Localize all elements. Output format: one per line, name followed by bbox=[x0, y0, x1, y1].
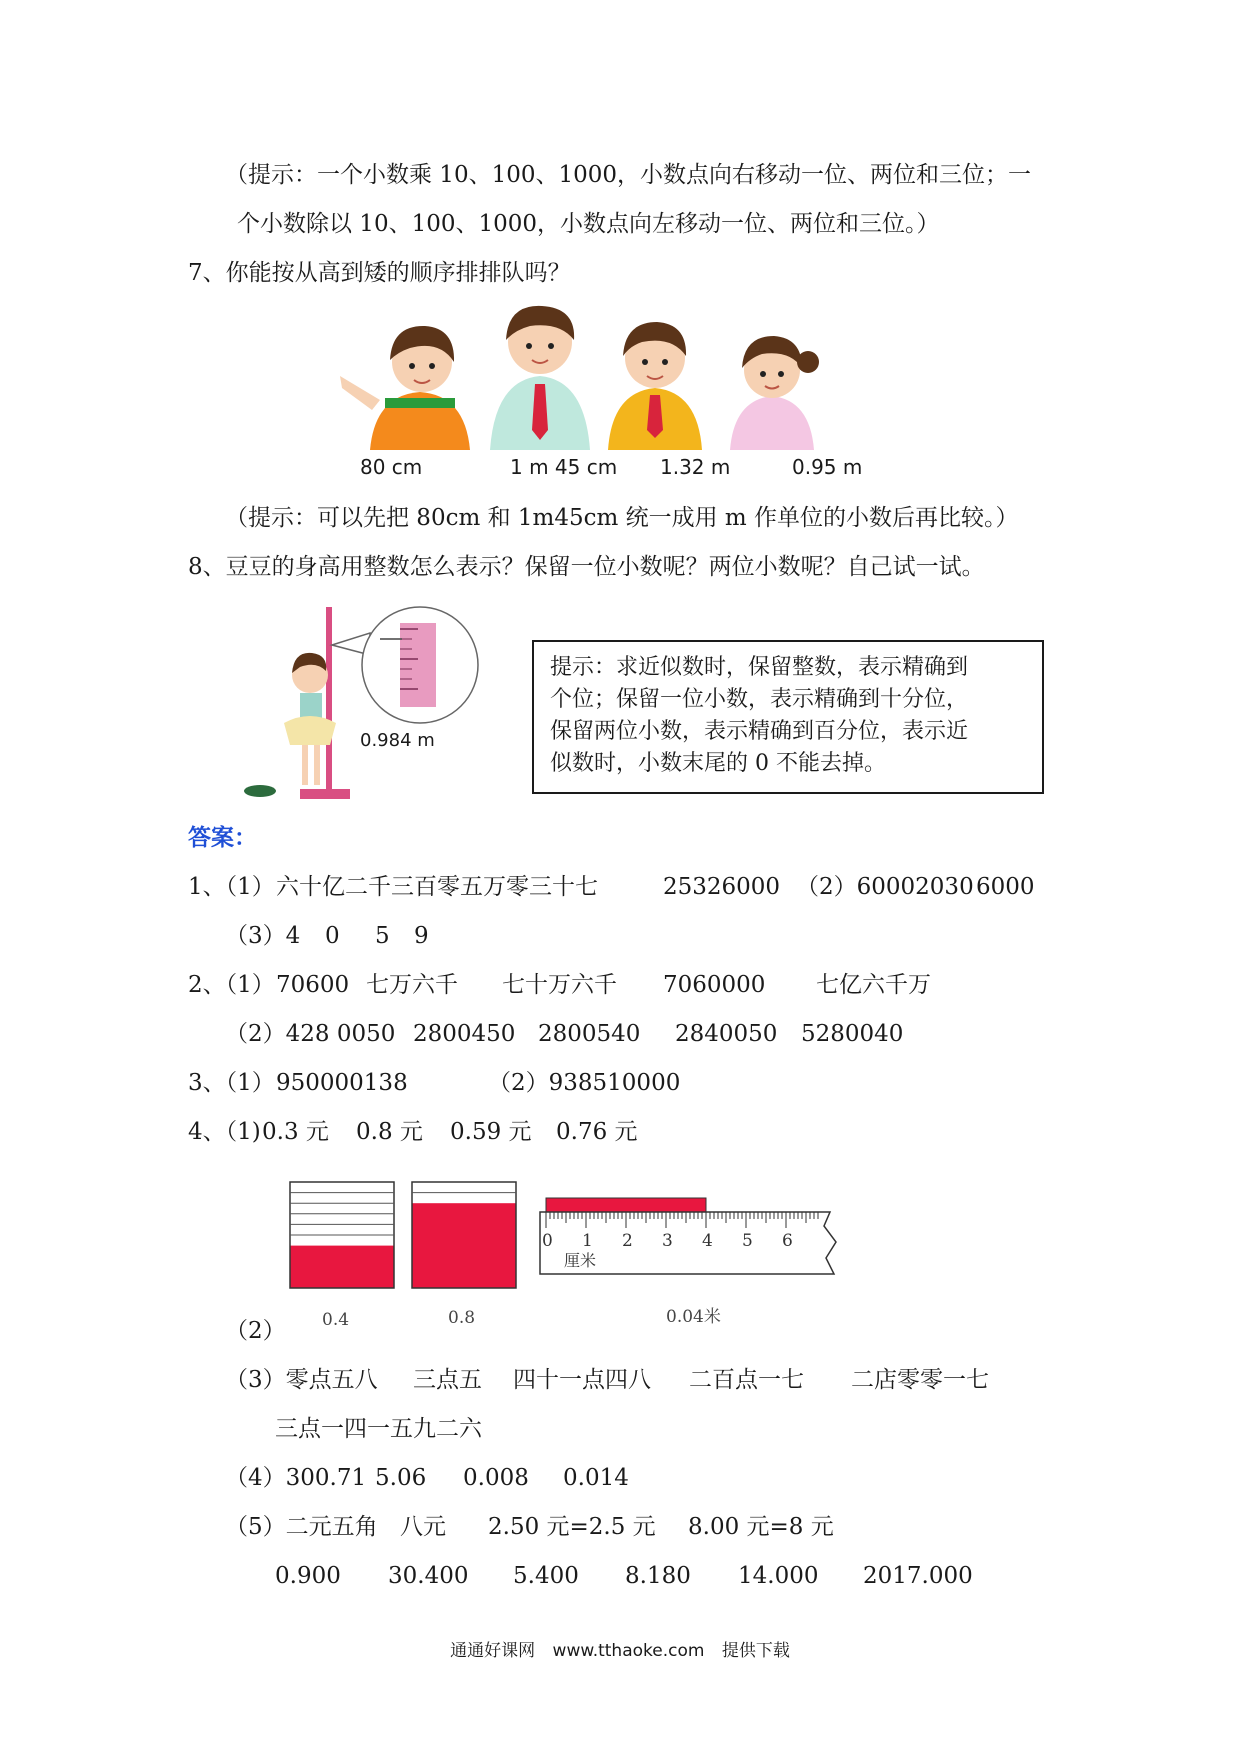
children-figures bbox=[340, 300, 880, 460]
footer-site: 通通好课网 bbox=[450, 1641, 536, 1661]
footer-url[interactable]: www.tthaoke.com bbox=[552, 1641, 705, 1661]
q7-question: 7、你能按从高到矮的顺序排排队吗？ bbox=[188, 260, 571, 286]
child-3-figure bbox=[608, 322, 702, 450]
ruler-tick-label: 1 bbox=[582, 1231, 593, 1251]
ruler-fill-bar bbox=[546, 1198, 706, 1212]
answer-1-value: 5 bbox=[375, 923, 390, 949]
answer-1-value: 0 bbox=[325, 923, 340, 949]
ruler-tick-label: 5 bbox=[742, 1231, 753, 1251]
height-measure-illustration bbox=[220, 605, 510, 805]
answer-4-value: 二百点一七 bbox=[689, 1367, 804, 1393]
q8-hint-line-4: 似数时，小数末尾的 0 不能去掉。 bbox=[550, 751, 886, 776]
footer-action: 提供下载 bbox=[721, 1641, 790, 1661]
answer-2-value: 7060000 bbox=[663, 972, 766, 998]
q7-hint: （提示：可以先把 80cm 和 1m45cm 统一成用 m 作单位的小数后再比较。） bbox=[225, 505, 1019, 531]
answer-4-value: 0.008 bbox=[463, 1465, 529, 1491]
hint6-line2: 个小数除以 10、100、1000，小数点向左移动一位、两位和三位。） bbox=[237, 211, 940, 237]
answer-1-value: （2）60002030 bbox=[796, 874, 974, 900]
answer-4-value: 三点五 bbox=[413, 1367, 482, 1393]
hint6-line1: （提示：一个小数乘 10、100、1000，小数点向右移动一位、两位和三位；一 bbox=[225, 162, 1032, 188]
answer-2-value: 2800450 bbox=[413, 1021, 516, 1047]
answer-2-value: 70600 bbox=[276, 972, 350, 998]
answer-1-value: （3）4 bbox=[225, 923, 301, 949]
answer-4-value: 0.76 元 bbox=[556, 1119, 638, 1145]
answer-4-value: （4）300.71 bbox=[225, 1465, 367, 1491]
answer-2-value: 七十万六千 bbox=[502, 972, 617, 998]
children-illustration bbox=[340, 300, 880, 490]
answer-4-value: （5）二元五角 bbox=[225, 1514, 378, 1540]
answer-3-value: （2）938510000 bbox=[488, 1070, 681, 1096]
answer-1-prefix: 1、（1） bbox=[188, 874, 275, 900]
figure-label-2: 0.8 bbox=[448, 1308, 476, 1328]
answer-4-value: 八元 bbox=[400, 1514, 446, 1540]
answer-4-prefix: 4、（1) bbox=[188, 1119, 261, 1145]
answer-4-part-2: （2） bbox=[225, 1318, 286, 1344]
grid-2-fill bbox=[412, 1203, 516, 1288]
figure-label-1: 0.4 bbox=[322, 1310, 350, 1330]
q8-question: 8、豆豆的身高用整数怎么表示？保留一位小数呢？两位小数呢？自己试一试。 bbox=[188, 554, 985, 580]
height-label-3: 1.32 m bbox=[660, 455, 731, 479]
height-label-1: 80 cm bbox=[360, 455, 423, 479]
page-footer bbox=[0, 1636, 1240, 1661]
answer-4-value: 0.59 元 bbox=[450, 1119, 532, 1145]
answer-4-value: 二店零零一七 bbox=[851, 1367, 989, 1393]
answer-4-value: 0.3 元 bbox=[262, 1119, 329, 1145]
answer-2-value: （2）428 0050 bbox=[225, 1021, 396, 1047]
girl-measure-figure bbox=[220, 605, 510, 805]
answers-heading: 答案： bbox=[188, 824, 257, 851]
height-label-2: 1 m 45 cm bbox=[510, 455, 618, 479]
answer-4-value: （3）零点五八 bbox=[225, 1367, 378, 1393]
ruler-tick-label: 6 bbox=[782, 1231, 793, 1251]
answer-4-value: 0.900 bbox=[275, 1563, 341, 1589]
height-label-4: 0.95 m bbox=[792, 455, 863, 479]
ruler-tick-label: 4 bbox=[702, 1231, 713, 1251]
q8-hint-box bbox=[532, 640, 1044, 794]
answer-4-value: 8.00 元=8 元 bbox=[688, 1514, 834, 1540]
figure-label-3: 0.04米 bbox=[666, 1307, 721, 1327]
answer-1-value: 六十亿二千三百零五万零三十七 bbox=[276, 874, 598, 900]
answer-1-value: 6000 bbox=[976, 874, 1035, 900]
answer-4-part-3-line-2: 三点一四一五九二六 bbox=[275, 1416, 482, 1442]
decimal-figures bbox=[288, 1180, 888, 1300]
answer-3-value: 950000138 bbox=[276, 1070, 408, 1096]
answer-2-value: 七亿六千万 bbox=[816, 972, 931, 998]
answer-4-value: 5.06 bbox=[375, 1465, 427, 1491]
child-2-figure bbox=[490, 306, 590, 450]
ruler-unit-label: 厘米 bbox=[564, 1251, 597, 1270]
answer-4-value: 5.400 bbox=[513, 1563, 579, 1589]
answer-1-value: 9 bbox=[414, 923, 429, 949]
answer-2-prefix: 2、（1） bbox=[188, 972, 275, 998]
child-4-figure bbox=[730, 336, 819, 450]
answer-4-value: 14.000 bbox=[738, 1563, 819, 1589]
answer-2-value: 七万六千 bbox=[366, 972, 458, 998]
answer-4-value: 8.180 bbox=[625, 1563, 691, 1589]
answer-4-value: 0.014 bbox=[563, 1465, 629, 1491]
grid-1-fill bbox=[290, 1246, 394, 1288]
answer-4-value: 0.8 元 bbox=[356, 1119, 423, 1145]
answer-2-value: 2840050 bbox=[675, 1021, 778, 1047]
ruler-tick-label: 2 bbox=[622, 1231, 633, 1251]
ruler-tick-label: 3 bbox=[662, 1231, 673, 1251]
child-1-figure bbox=[340, 326, 470, 450]
answer-2-value: 2800540 bbox=[538, 1021, 641, 1047]
answer-2-value: 5280040 bbox=[801, 1021, 904, 1047]
answer-4-figures bbox=[288, 1180, 888, 1330]
ruler-tick-label: 0 bbox=[542, 1231, 553, 1251]
q8-hint-line-1: 提示：求近似数时，保留整数，表示精确到 bbox=[550, 655, 969, 680]
answer-4-value: 2.50 元=2.5 元 bbox=[488, 1514, 656, 1540]
answer-1-value: 25326000 bbox=[663, 874, 781, 900]
answer-3-prefix: 3、（1） bbox=[188, 1070, 275, 1096]
q8-hint-line-2: 个位；保留一位小数，表示精确到十分位， bbox=[550, 687, 969, 712]
answer-4-value: 2017.000 bbox=[863, 1563, 973, 1589]
q8-hint-line-3: 保留两位小数，表示精确到百分位，表示近 bbox=[550, 719, 969, 744]
answer-4-value: 四十一点四八 bbox=[513, 1367, 651, 1393]
answer-4-value: 30.400 bbox=[388, 1563, 469, 1589]
measurement-label: 0.984 m bbox=[360, 730, 435, 751]
